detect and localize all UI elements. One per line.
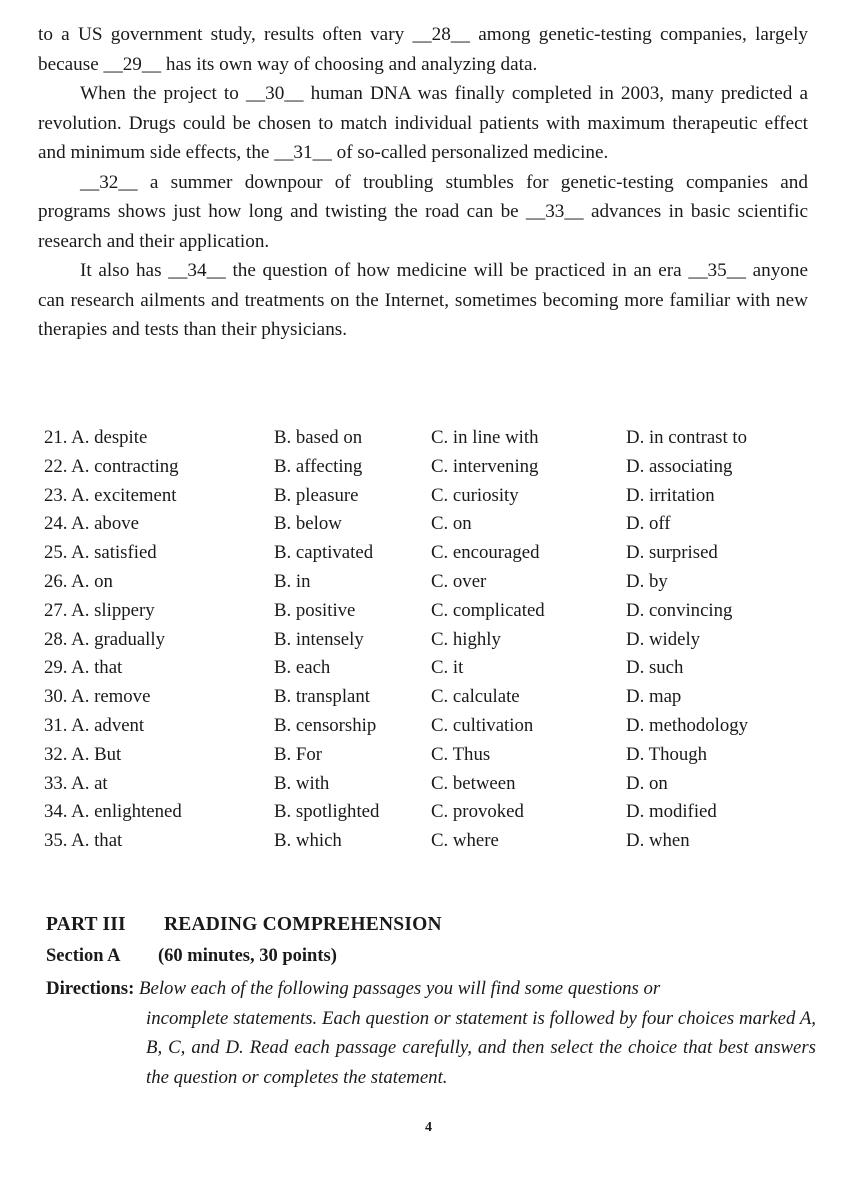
- option-d: D. by: [626, 570, 668, 592]
- option-a: 26. A. on: [44, 570, 113, 592]
- option-b: B. with: [274, 772, 330, 794]
- option-a: 33. A. at: [44, 772, 108, 794]
- option-c: C. over: [431, 570, 487, 592]
- option-d: D. map: [626, 686, 682, 708]
- passage-paragraph-3: __32__ a summer downpour of troubling stumbles for genetic-testing companies and programs shows just how long and twisting the road can be __33__ advances in basic scientific research and their application.: [38, 171, 808, 252]
- directions-label: Directions:: [46, 978, 135, 999]
- option-d: D. methodology: [626, 714, 749, 736]
- option-c: C. on: [431, 513, 472, 535]
- option-d: D. modified: [626, 801, 717, 823]
- option-row: [44, 597, 824, 626]
- option-d: D. in contrast to: [626, 427, 748, 448]
- option-a: 25. A. satisfied: [44, 542, 157, 564]
- option-c: C. highly: [431, 628, 501, 650]
- option-b: B. pleasure: [274, 484, 359, 506]
- option-row: [44, 770, 824, 799]
- option-c: C. it: [431, 657, 464, 679]
- option-b: B. transplant: [274, 686, 370, 708]
- option-b: B. affecting: [274, 455, 363, 477]
- option-row: [44, 568, 824, 597]
- option-c: C. provoked: [431, 801, 524, 823]
- option-row: [44, 712, 824, 741]
- section-heading: [46, 946, 337, 967]
- option-row: [44, 539, 824, 568]
- passage-paragraph-2: When the project to __30__ human DNA was finally completed in 2003, many predicted a revolution. Drugs could be chosen to match individual patients with maximum therapeutic effect and minimum side effects, the __31__ of so-called personalized medicine.: [38, 83, 808, 163]
- option-b: B. below: [274, 513, 342, 535]
- option-a: 27. A. slippery: [44, 599, 155, 621]
- option-row: [44, 827, 824, 856]
- passage-paragraph-1: to a US government study, results often vary __28__ among genetic-testing companies, largely because __29__ has its own way of choosing and analyzing data.: [38, 24, 808, 75]
- option-row: [44, 626, 824, 655]
- option-d: D. widely: [626, 628, 701, 650]
- option-c: C. intervening: [431, 455, 539, 477]
- part-title: READING COMPREHENSION: [164, 914, 442, 935]
- option-c: C. complicated: [431, 599, 545, 621]
- option-d: D. irritation: [626, 484, 715, 506]
- option-b: B. each: [274, 657, 331, 679]
- directions-text: incomplete statements. Each question or statement is followed by four choices marked A, B, C, and D. Read each passage carefully, and then select the choice that best answers the question or completes the statement.: [146, 1007, 816, 1088]
- option-b: B. based on: [274, 427, 363, 448]
- option-c: C. calculate: [431, 686, 520, 708]
- option-c: C. cultivation: [431, 714, 534, 736]
- option-c: C. curiosity: [431, 484, 519, 506]
- part-heading: [46, 914, 442, 936]
- section-detail: (60 minutes, 30 points): [158, 946, 337, 966]
- option-b: B. intensely: [274, 628, 364, 650]
- option-a: 28. A. gradually: [44, 628, 166, 650]
- option-b: B. For: [274, 743, 323, 765]
- option-row: [44, 654, 824, 683]
- option-a: 24. A. above: [44, 513, 139, 535]
- option-d: D. surprised: [626, 542, 718, 564]
- option-b: B. censorship: [274, 714, 377, 736]
- option-a: 21. A. despite: [44, 427, 148, 448]
- option-a: 31. A. advent: [44, 714, 145, 736]
- cloze-passage: [38, 20, 808, 345]
- section-name: Section A: [46, 946, 121, 966]
- option-d: D. convincing: [626, 599, 733, 621]
- option-d: D. off: [626, 513, 671, 535]
- option-d: D. such: [626, 657, 684, 679]
- option-a: 30. A. remove: [44, 686, 151, 708]
- option-a: 32. A. But: [44, 743, 122, 765]
- option-row: [44, 482, 824, 511]
- option-a: 29. A. that: [44, 657, 123, 679]
- option-c: C. where: [431, 830, 499, 852]
- option-c: C. encouraged: [431, 542, 540, 564]
- option-a: 22. A. contracting: [44, 455, 179, 477]
- passage-paragraph-4: It also has __34__ the question of how medicine will be practiced in an era __35__ anyone can research ailments and treatments on the Internet, sometimes becoming more familiar with new therapies and tests than their physicians.: [38, 260, 808, 340]
- option-b: B. in: [274, 570, 311, 592]
- option-c: C. Thus: [431, 743, 491, 765]
- option-row: [44, 510, 824, 539]
- option-d: D. associating: [626, 455, 733, 477]
- part-number: PART III: [46, 914, 126, 935]
- option-row: [44, 453, 824, 482]
- option-b: B. captivated: [274, 542, 374, 564]
- option-b: B. spotlighted: [274, 801, 380, 823]
- option-b: B. positive: [274, 599, 356, 621]
- option-row: [44, 798, 824, 827]
- option-row: [44, 424, 824, 453]
- directions-block: [46, 974, 816, 1092]
- directions-first-line: Below each of the following passages you will find some questions or: [139, 978, 661, 999]
- option-d: D. when: [626, 830, 690, 852]
- option-c: C. in line with: [431, 427, 539, 448]
- option-a: 23. A. excitement: [44, 484, 177, 506]
- option-c: C. between: [431, 772, 516, 794]
- option-b: B. which: [274, 830, 342, 852]
- option-a: 35. A. that: [44, 830, 123, 852]
- page-number: 4: [425, 1120, 432, 1135]
- option-a: 34. A. enlightened: [44, 801, 182, 823]
- answer-options-list: [44, 424, 824, 856]
- option-d: D. on: [626, 772, 668, 794]
- option-row: [44, 683, 824, 712]
- option-d: D. Though: [626, 743, 708, 765]
- option-row: [44, 741, 824, 770]
